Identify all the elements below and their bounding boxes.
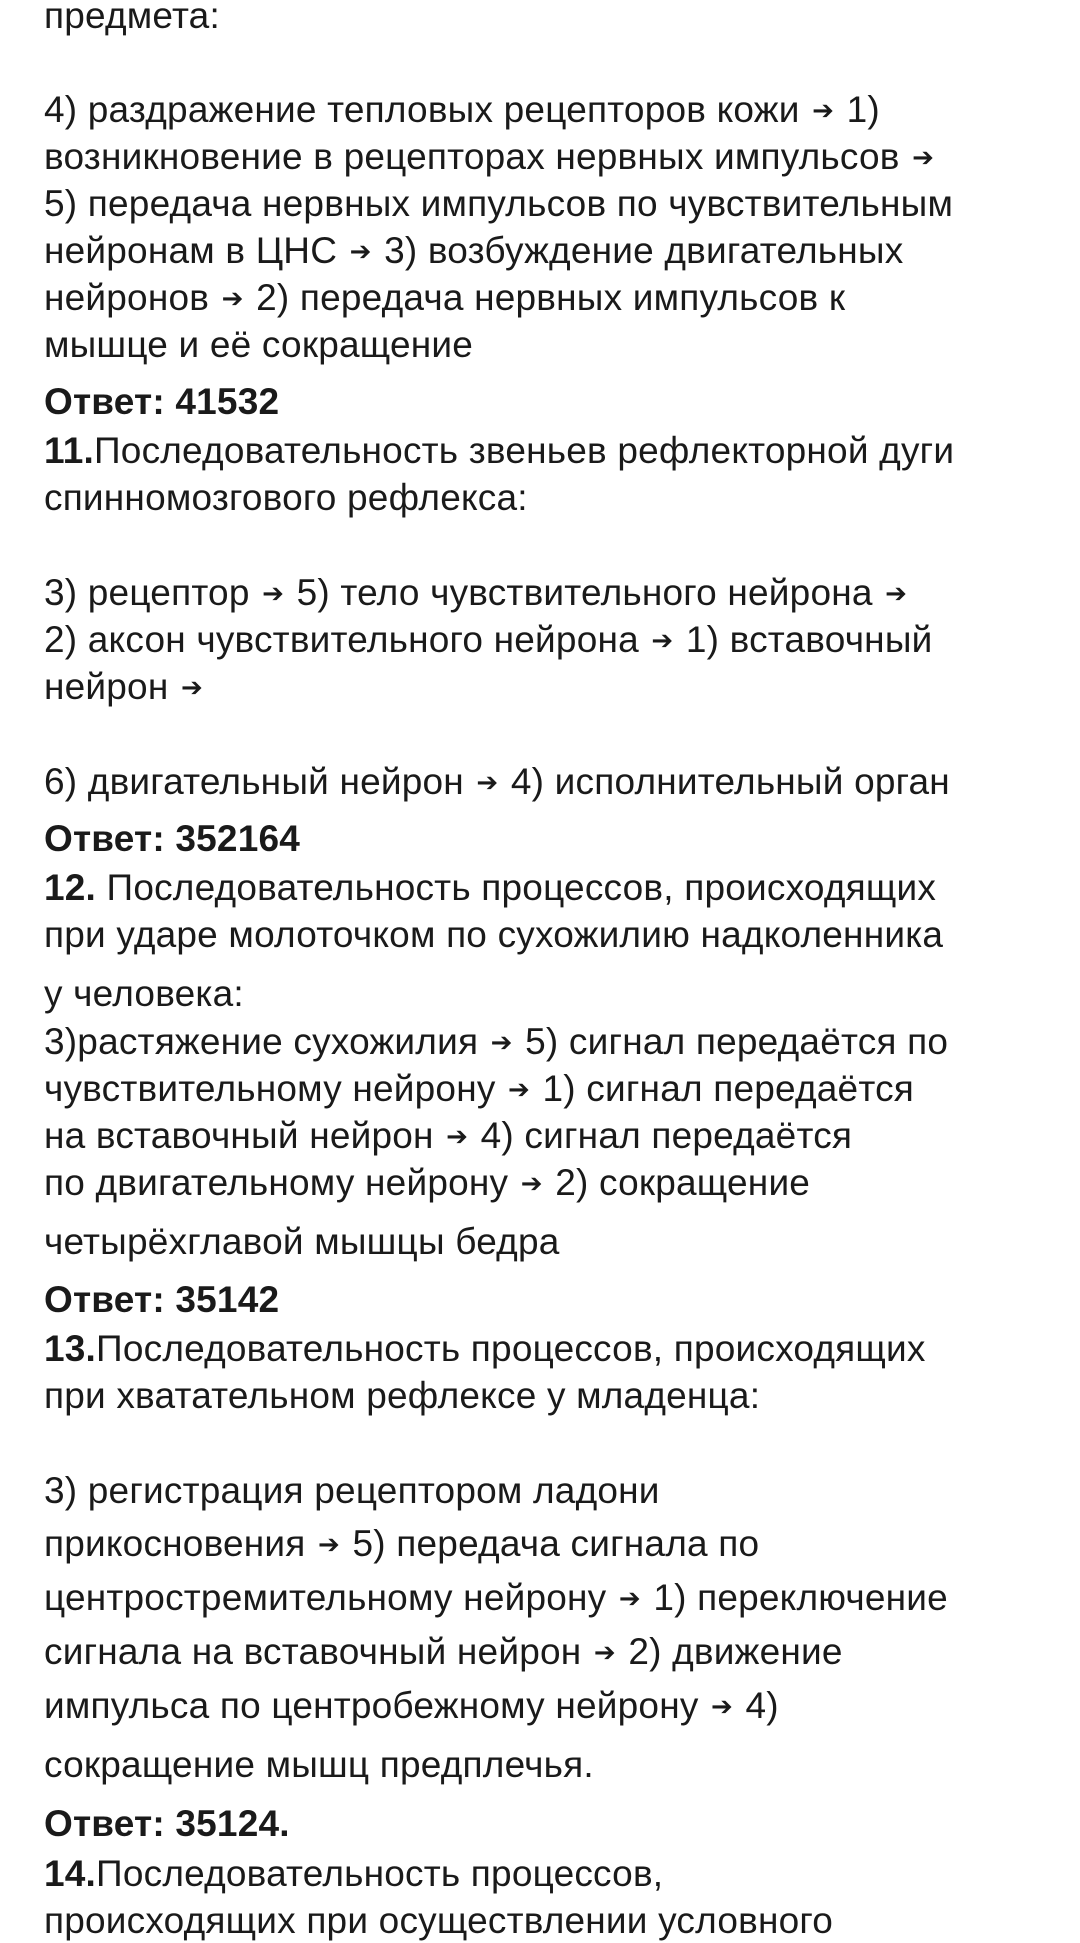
arrow-icon: ➔ — [446, 1121, 469, 1151]
text: 4) исполнительный орган — [510, 761, 950, 802]
text: 5) передача сигнала по — [352, 1523, 760, 1564]
question-number: 14. — [44, 1853, 97, 1894]
text: 2) движение — [628, 1631, 843, 1672]
text: сокращение мышц предплечья. — [44, 1744, 594, 1785]
text: 2) передача нервных импульсов к — [256, 277, 846, 318]
text-line — [44, 1522, 759, 1569]
text: у человека: — [44, 973, 244, 1014]
question-title — [44, 1327, 926, 1371]
text-line — [44, 276, 845, 323]
text: 1) — [846, 89, 880, 130]
text: 3) возбуждение двигательных — [384, 230, 904, 271]
arrow-icon: ➔ — [349, 236, 372, 266]
text: 4) раздражение тепловых рецепторов кожи — [44, 89, 800, 130]
text: нейронов — [44, 277, 210, 318]
answer-text: Ответ: 35124. — [44, 1803, 290, 1844]
text: Последовательность процессов, происходящих — [96, 1328, 926, 1369]
text-line — [44, 323, 473, 367]
text-line — [44, 1630, 843, 1677]
text-line — [44, 135, 936, 182]
text: предмета: — [44, 0, 220, 36]
arrow-icon: ➔ — [520, 1168, 543, 1198]
text: происходящих при осуществлении условного — [44, 1900, 834, 1941]
text: 5) тело чувствительного нейрона — [296, 572, 873, 613]
text: чувствительному нейрону — [44, 1068, 496, 1109]
text-line — [44, 1161, 810, 1208]
arrow-icon: ➔ — [812, 95, 835, 125]
arrow-icon: ➔ — [651, 625, 674, 655]
arrow-icon: ➔ — [618, 1583, 641, 1613]
text-line — [44, 571, 909, 618]
text-line — [44, 618, 932, 665]
text: Последовательность звеньев рефлекторной дуги — [94, 430, 955, 471]
text: 3) регистрация рецептором ладони — [44, 1470, 660, 1511]
text: на вставочный нейрон — [44, 1115, 434, 1156]
text-line — [44, 665, 205, 712]
text-line — [44, 972, 244, 1016]
text-line — [44, 1067, 914, 1114]
text: сигнала на вставочный нейрон — [44, 1631, 582, 1672]
text-line — [44, 476, 528, 520]
text: 1) переключение — [653, 1577, 948, 1618]
text: Последовательность процессов, происходящих — [106, 867, 937, 908]
text: при хватательном рефлексе у младенца: — [44, 1375, 761, 1416]
text: при ударе молоточком по сухожилию надколенника — [44, 914, 944, 955]
arrow-icon: ➔ — [711, 1691, 734, 1721]
text: 1) вставочный — [685, 619, 933, 660]
text: 3)растяжение сухожилия — [44, 1021, 479, 1062]
question-number: 13. — [44, 1328, 97, 1369]
text-line — [44, 760, 950, 807]
answer-line — [44, 1278, 279, 1322]
arrow-icon: ➔ — [221, 283, 244, 313]
answer-line — [44, 380, 279, 424]
text-line — [44, 182, 953, 226]
text: нейронам в ЦНС — [44, 230, 338, 271]
question-title — [44, 866, 936, 910]
answer-line — [44, 817, 300, 861]
text-line — [44, 0, 220, 38]
answer-text: Ответ: 352164 — [44, 818, 301, 859]
text-line — [44, 1743, 594, 1787]
text: спинномозгового рефлекса: — [44, 477, 528, 518]
arrow-icon: ➔ — [180, 672, 203, 702]
text-line — [44, 229, 903, 276]
text-line — [44, 913, 943, 957]
text: прикосновения — [44, 1523, 306, 1564]
text: 2) сокращение — [555, 1162, 811, 1203]
text-line — [44, 1114, 852, 1161]
text: 1) сигнал передаётся — [542, 1068, 915, 1109]
text: Последовательность процессов, — [96, 1853, 664, 1894]
arrow-icon: ➔ — [508, 1074, 531, 1104]
text-line — [44, 1576, 948, 1623]
question-number: 11. — [44, 430, 94, 471]
arrow-icon: ➔ — [593, 1637, 616, 1667]
text: мышце и её сокращение — [44, 324, 474, 365]
text-line — [44, 1374, 760, 1418]
answer-text: Ответ: 35142 — [44, 1279, 280, 1320]
arrow-icon: ➔ — [885, 578, 908, 608]
text: возникновение в рецепторах нервных импульсов — [44, 136, 900, 177]
text: центростремительному нейрону — [44, 1577, 607, 1618]
text: 5) передача нервных импульсов по чувствительным — [44, 183, 954, 224]
question-title — [44, 429, 954, 473]
answer-line — [44, 1802, 290, 1846]
text: 3) рецептор — [44, 572, 250, 613]
text-line — [44, 1220, 560, 1264]
question-title — [44, 1852, 663, 1896]
text: нейрон — [44, 666, 169, 707]
arrow-icon: ➔ — [476, 767, 499, 797]
text: четырёхглавой мышцы бедра — [44, 1221, 560, 1262]
arrow-icon: ➔ — [318, 1529, 341, 1559]
text-line — [44, 1020, 948, 1067]
text: 5) сигнал передаётся по — [525, 1021, 949, 1062]
text: 6) двигательный нейрон — [44, 761, 464, 802]
text-line — [44, 1899, 833, 1943]
question-number: 12. — [44, 867, 97, 908]
text: 4) сигнал передаётся — [480, 1115, 853, 1156]
text-line — [44, 1469, 660, 1513]
text-line — [44, 1684, 779, 1731]
text: импульса по центробежному нейрону — [44, 1685, 699, 1726]
text: 4) — [745, 1685, 779, 1726]
text: 2) аксон чувствительного нейрона — [44, 619, 639, 660]
text: по двигательному нейрону — [44, 1162, 509, 1203]
answer-text: Ответ: 41532 — [44, 381, 280, 422]
arrow-icon: ➔ — [912, 142, 935, 172]
arrow-icon: ➔ — [490, 1027, 513, 1057]
text-line — [44, 88, 880, 135]
arrow-icon: ➔ — [262, 578, 285, 608]
